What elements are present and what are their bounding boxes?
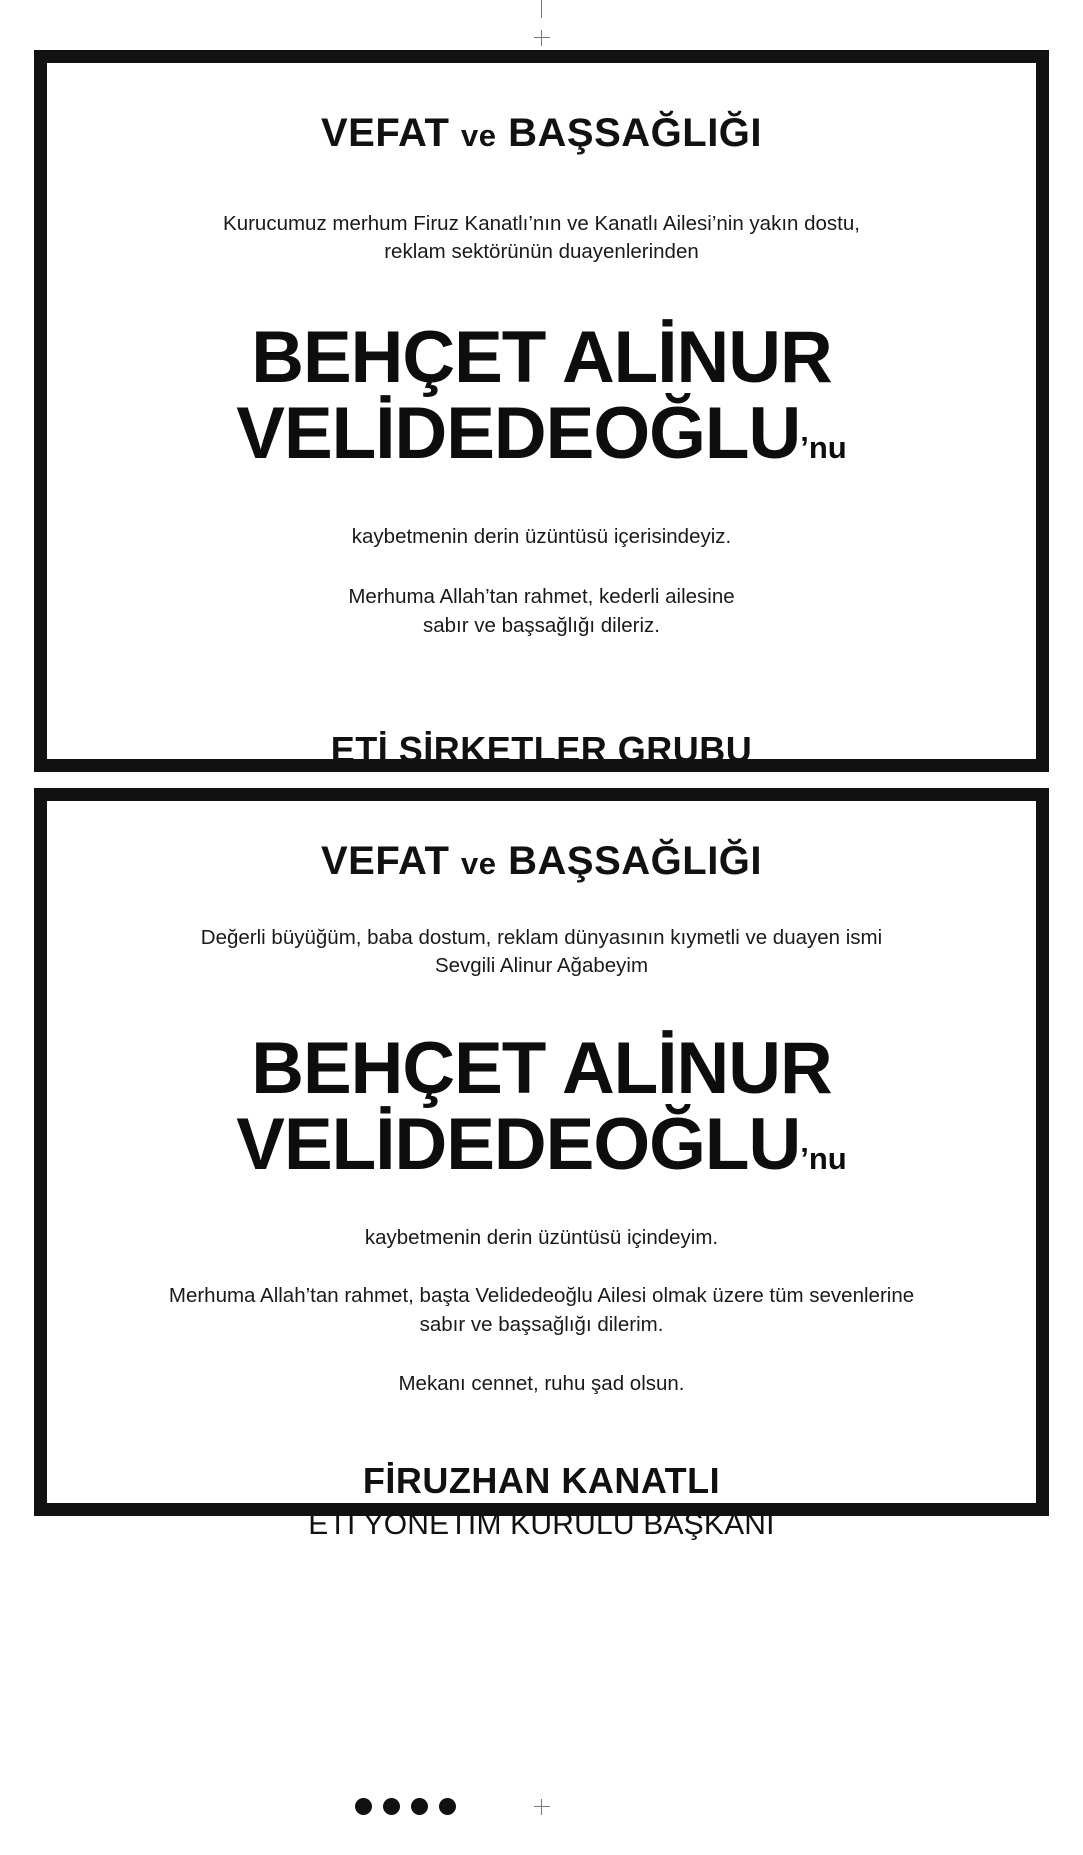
notice-1-name-line-1: BEHÇET ALİNUR <box>251 317 832 399</box>
notice-1-headline-second: BAŞSAĞLIĞI <box>508 111 763 155</box>
color-dot-icon <box>355 1798 372 1815</box>
notice-2-intro-line-2: Sevgili Alinur Ağabeyim <box>434 953 649 977</box>
notice-1-name-line-2: VELİDEDEOĞLU <box>236 392 801 474</box>
notice-2-headline-conjunction: ve <box>461 846 497 881</box>
color-registration-dots <box>355 1798 456 1815</box>
notice-2-name-suffix: ’nu <box>800 1140 847 1176</box>
obituary-notice-1 <box>34 50 1049 772</box>
notice-2-body-1: kaybetmenin derin üzüntüsü içindeyim. <box>364 1225 719 1249</box>
notice-1-intro <box>102 210 982 265</box>
bottom-print-marks <box>0 1765 1083 1855</box>
obituary-notice-2 <box>34 788 1049 1542</box>
notice-2-intro-line-1: Değerli büyüğüm, baba dostum, reklam dünyasının kıymetli ve duayen ismi <box>200 926 883 949</box>
notice-1-headline <box>89 111 994 156</box>
notice-1-deceased-name <box>89 317 994 474</box>
notice-1-name-line-2-wrap <box>89 392 994 474</box>
notice-2-signature: FİRUZHAN KANATLI <box>362 1460 721 1502</box>
notice-2-headline-main: VEFAT <box>320 839 450 883</box>
notice-2-headline-second: BAŞSAĞLIĞI <box>508 839 763 883</box>
notice-2-name-line-1: BEHÇET ALİNUR <box>251 1028 832 1110</box>
top-crop-marks <box>0 0 1083 50</box>
notice-2-body-2-line-2: sabır ve başsağlığı dilerim. <box>419 1313 664 1337</box>
notice-1-body-1: kaybetmenin derin üzüntüsü içerisindeyiz. <box>351 524 732 548</box>
notice-2-body-2 <box>89 1282 994 1339</box>
registration-mark-icon <box>534 1799 550 1815</box>
notice-1-headline-conjunction: ve <box>461 118 497 153</box>
color-dot-icon <box>411 1798 428 1815</box>
notice-2-body-3: Mekanı cennet, ruhu şad olsun. <box>398 1371 685 1395</box>
notice-1-body-2 <box>89 583 994 640</box>
registration-mark-icon <box>534 30 550 46</box>
notice-1-name-suffix: ’nu <box>800 429 847 465</box>
notice-1-body-2-line-1: Merhuma Allah’tan rahmet, kederli ailesine <box>348 585 735 609</box>
notice-2-deceased-name <box>89 1028 994 1185</box>
notice-2-name-line-2-wrap <box>89 1103 994 1185</box>
notice-1-headline-main: VEFAT <box>320 111 450 155</box>
crop-tick-icon <box>541 0 542 18</box>
notice-2-headline <box>89 839 994 884</box>
notice-1-intro-line-2: reklam sektörünün duayenlerinden <box>384 239 699 263</box>
notice-2-name-line-2: VELİDEDEOĞLU <box>236 1103 801 1185</box>
notice-1-body-2-line-2: sabır ve başsağlığı dileriz. <box>422 614 660 638</box>
color-dot-icon <box>383 1798 400 1815</box>
notice-1-intro-line-1: Kurucumuz merhum Firuz Kanatlı’nın ve Kanatlı Ailesi’nin yakın dostu, <box>223 212 860 235</box>
notice-2-signature-title: ETİ YÖNETİM KURULU BAŞKANI <box>308 1508 775 1542</box>
notice-1-signature: ETİ ŞİRKETLER GRUBU <box>330 728 753 770</box>
notice-2-body-2-line-1: Merhuma Allah’tan rahmet, başta Velidedeoğlu Ailesi olmak üzere tüm sevenlerine <box>168 1284 915 1308</box>
color-dot-icon <box>439 1798 456 1815</box>
notice-2-intro <box>102 924 982 979</box>
